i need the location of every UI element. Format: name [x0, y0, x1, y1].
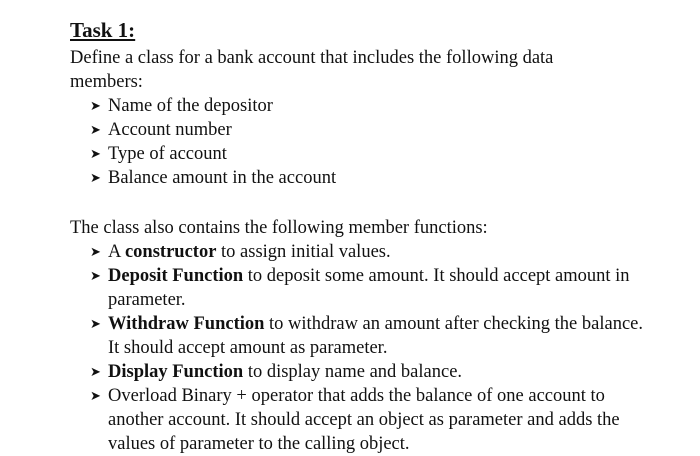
function-name: Deposit Function	[108, 266, 244, 286]
list-item	[90, 142, 670, 166]
function-description: to assign initial values.	[216, 242, 391, 262]
arrow-bullet-icon: ➤	[90, 268, 101, 283]
list-item	[90, 118, 670, 142]
function-name: Withdraw Function	[108, 314, 265, 334]
list-item	[90, 384, 650, 456]
function-name: constructor	[124, 242, 217, 262]
function-description: to display name and balance.	[243, 362, 463, 382]
function-description: to withdraw an amount after checking the balance. It should accept amount as parameter.	[108, 314, 644, 358]
arrow-bullet-icon: ➤	[90, 316, 101, 331]
arrow-bullet-icon: ➤	[90, 244, 101, 259]
list-item	[90, 240, 650, 264]
data-members-list	[70, 94, 670, 190]
task-title: Task 1:	[70, 18, 136, 42]
arrow-bullet-icon: ➤	[90, 98, 101, 113]
data-member-name: Name of the depositor	[108, 96, 273, 116]
member-functions-list	[70, 240, 650, 456]
arrow-bullet-icon: ➤	[90, 170, 101, 185]
list-item	[90, 94, 670, 118]
list-item	[90, 360, 650, 384]
functions-intro: The class also contains the following member functions:	[70, 218, 488, 238]
arrow-bullet-icon: ➤	[90, 388, 101, 403]
function-name: Display Function	[108, 362, 244, 382]
task-document	[70, 18, 670, 456]
arrow-bullet-icon: ➤	[90, 122, 101, 137]
arrow-bullet-icon: ➤	[90, 146, 101, 161]
list-item	[90, 264, 650, 312]
data-member-balance: Balance amount in the account	[108, 168, 337, 188]
function-description: to deposit some amount. It should accept amount in parameter.	[108, 266, 630, 310]
function-pre-text: A	[108, 242, 125, 262]
task-intro: Define a class for a bank account that includes the following data members:	[70, 48, 554, 92]
list-item	[90, 312, 650, 360]
list-item	[90, 166, 670, 190]
data-member-account-number: Account number	[108, 120, 232, 140]
function-pre-text: Overload Binary + operator that adds the balance of one account to another account. It should accept an object as parameter and adds the values of parameter to the calling object.	[108, 386, 620, 454]
arrow-bullet-icon: ➤	[90, 364, 101, 379]
data-member-account-type: Type of account	[108, 144, 227, 164]
